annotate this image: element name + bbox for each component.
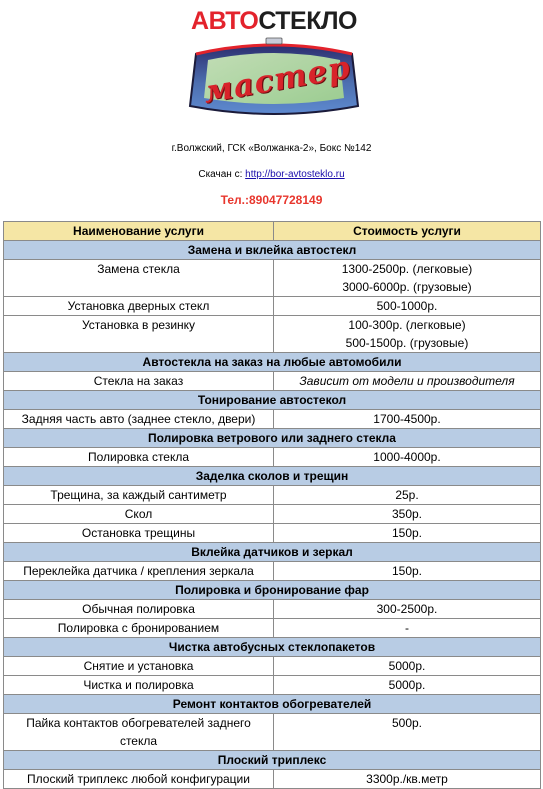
section-title: Чистка автобусных стеклопакетов: [4, 638, 541, 657]
service-name-cell: Установка дверных стекл: [4, 297, 274, 316]
table-row: [4, 714, 541, 751]
price-line: 3000-6000р. (грузовые): [342, 280, 472, 294]
service-name-cell: Замена стекла: [4, 260, 274, 297]
source-line: [0, 169, 543, 180]
table-row: [4, 524, 541, 543]
table-row: [4, 297, 541, 316]
table-row: [4, 505, 541, 524]
section-row: [4, 241, 541, 260]
section-row: [4, 353, 541, 372]
service-price-cell: [274, 714, 541, 751]
service-name-cell: Обычная полировка: [4, 600, 274, 619]
table-row: [4, 486, 541, 505]
company-logo: [186, 6, 362, 122]
table-row: [4, 562, 541, 581]
logo-title: [186, 6, 362, 36]
price-line: 300-2500р.: [376, 602, 438, 616]
price-table-body: [4, 241, 541, 789]
price-line: 350р.: [391, 507, 423, 521]
table-row: [4, 448, 541, 467]
price-line: -: [405, 621, 409, 635]
section-row: [4, 429, 541, 448]
table-header-row: [4, 222, 541, 241]
price-line: 500-1000р.: [376, 299, 438, 313]
address-text: г.Волжский, ГСК «Волжанка-2», Бокс №142: [171, 143, 372, 154]
service-price-cell: [274, 657, 541, 676]
logo-script: мастер: [200, 49, 354, 111]
logo-title-part1: АВТО: [191, 7, 259, 35]
service-name-cell: Стекла на заказ: [4, 372, 274, 391]
service-name-cell: Полировка стекла: [4, 448, 274, 467]
price-line: 5000р.: [388, 678, 426, 692]
service-name-cell: Остановка трещины: [4, 524, 274, 543]
service-name-cell: Пайка контактов обогревателей заднего стекла: [4, 714, 274, 751]
service-price-cell: [274, 486, 541, 505]
table-row: [4, 260, 541, 297]
service-price-cell: [274, 448, 541, 467]
section-row: [4, 695, 541, 714]
table-row: [4, 619, 541, 638]
phone-number: Тел.:89047728149: [220, 193, 323, 207]
service-price-cell: [274, 410, 541, 429]
section-row: [4, 638, 541, 657]
service-price-cell: [274, 260, 541, 297]
section-row: [4, 391, 541, 410]
source-label: Скачан с:: [198, 169, 246, 180]
section-title: Вклейка датчиков и зеркал: [4, 543, 541, 562]
table-row: [4, 372, 541, 391]
table-row: [4, 600, 541, 619]
table-row: [4, 410, 541, 429]
service-price-cell: [274, 676, 541, 695]
service-name-cell: Полировка с бронированием: [4, 619, 274, 638]
column-header-price: Стоимость услуги: [274, 222, 541, 241]
table-row: [4, 316, 541, 353]
service-price-cell: [274, 505, 541, 524]
service-name-cell: Плоский триплекс любой конфигурации: [4, 770, 274, 789]
service-price-cell: [274, 562, 541, 581]
price-line: 150р.: [391, 526, 423, 540]
table-row: [4, 770, 541, 789]
price-line: 500р.: [391, 716, 423, 730]
price-line: 1700-4500р.: [373, 412, 441, 426]
service-name-cell: Установка в резинку: [4, 316, 274, 353]
section-row: [4, 467, 541, 486]
section-title: Замена и вклейка автостекл: [4, 241, 541, 260]
service-price-cell: [274, 316, 541, 353]
section-title: Автостекла на заказ на любые автомобили: [4, 353, 541, 372]
section-row: [4, 581, 541, 600]
price-line: 5000р.: [388, 659, 426, 673]
price-line: 3300р./кв.метр: [366, 772, 448, 786]
price-line: 1000-4000р.: [373, 450, 441, 464]
service-price-cell: [274, 619, 541, 638]
price-line: 100-300р. (легковые): [348, 318, 466, 332]
service-name-cell: Переклейка датчика / крепления зеркала: [4, 562, 274, 581]
service-name-cell: Снятие и установка: [4, 657, 274, 676]
service-name-cell: Скол: [4, 505, 274, 524]
service-price-cell: [274, 372, 541, 391]
section-title: Заделка сколов и трещин: [4, 467, 541, 486]
section-title: Полировка ветрового или заднего стекла: [4, 429, 541, 448]
price-line: 500-1500р. (грузовые): [345, 336, 469, 350]
source-link[interactable]: http://bor-avtosteklo.ru: [245, 169, 345, 180]
price-line: 25р.: [395, 488, 419, 502]
service-price-cell: [274, 297, 541, 316]
price-line: Зависит от модели и производителя: [299, 374, 515, 388]
logo-title-part2: СТЕКЛО: [258, 7, 357, 35]
table-row: [4, 676, 541, 695]
section-title: Полировка и бронирование фар: [4, 581, 541, 600]
service-name-cell: Трещина, за каждый сантиметр: [4, 486, 274, 505]
table-row: [4, 657, 541, 676]
section-title: Плоский триплекс: [4, 751, 541, 770]
service-name-cell: Чистка и полировка: [4, 676, 274, 695]
section-row: [4, 751, 541, 770]
section-row: [4, 543, 541, 562]
service-price-cell: [274, 770, 541, 789]
section-title: Тонирование автостекол: [4, 391, 541, 410]
price-table: [3, 221, 541, 789]
section-title: Ремонт контактов обогревателей: [4, 695, 541, 714]
price-line: 1300-2500р. (легковые): [341, 262, 473, 276]
column-header-service: Наименование услуги: [4, 222, 274, 241]
service-name-cell: Задняя часть авто (заднее стекло, двери): [4, 410, 274, 429]
service-price-cell: [274, 600, 541, 619]
service-price-cell: [274, 524, 541, 543]
price-line: 150р.: [391, 564, 423, 578]
